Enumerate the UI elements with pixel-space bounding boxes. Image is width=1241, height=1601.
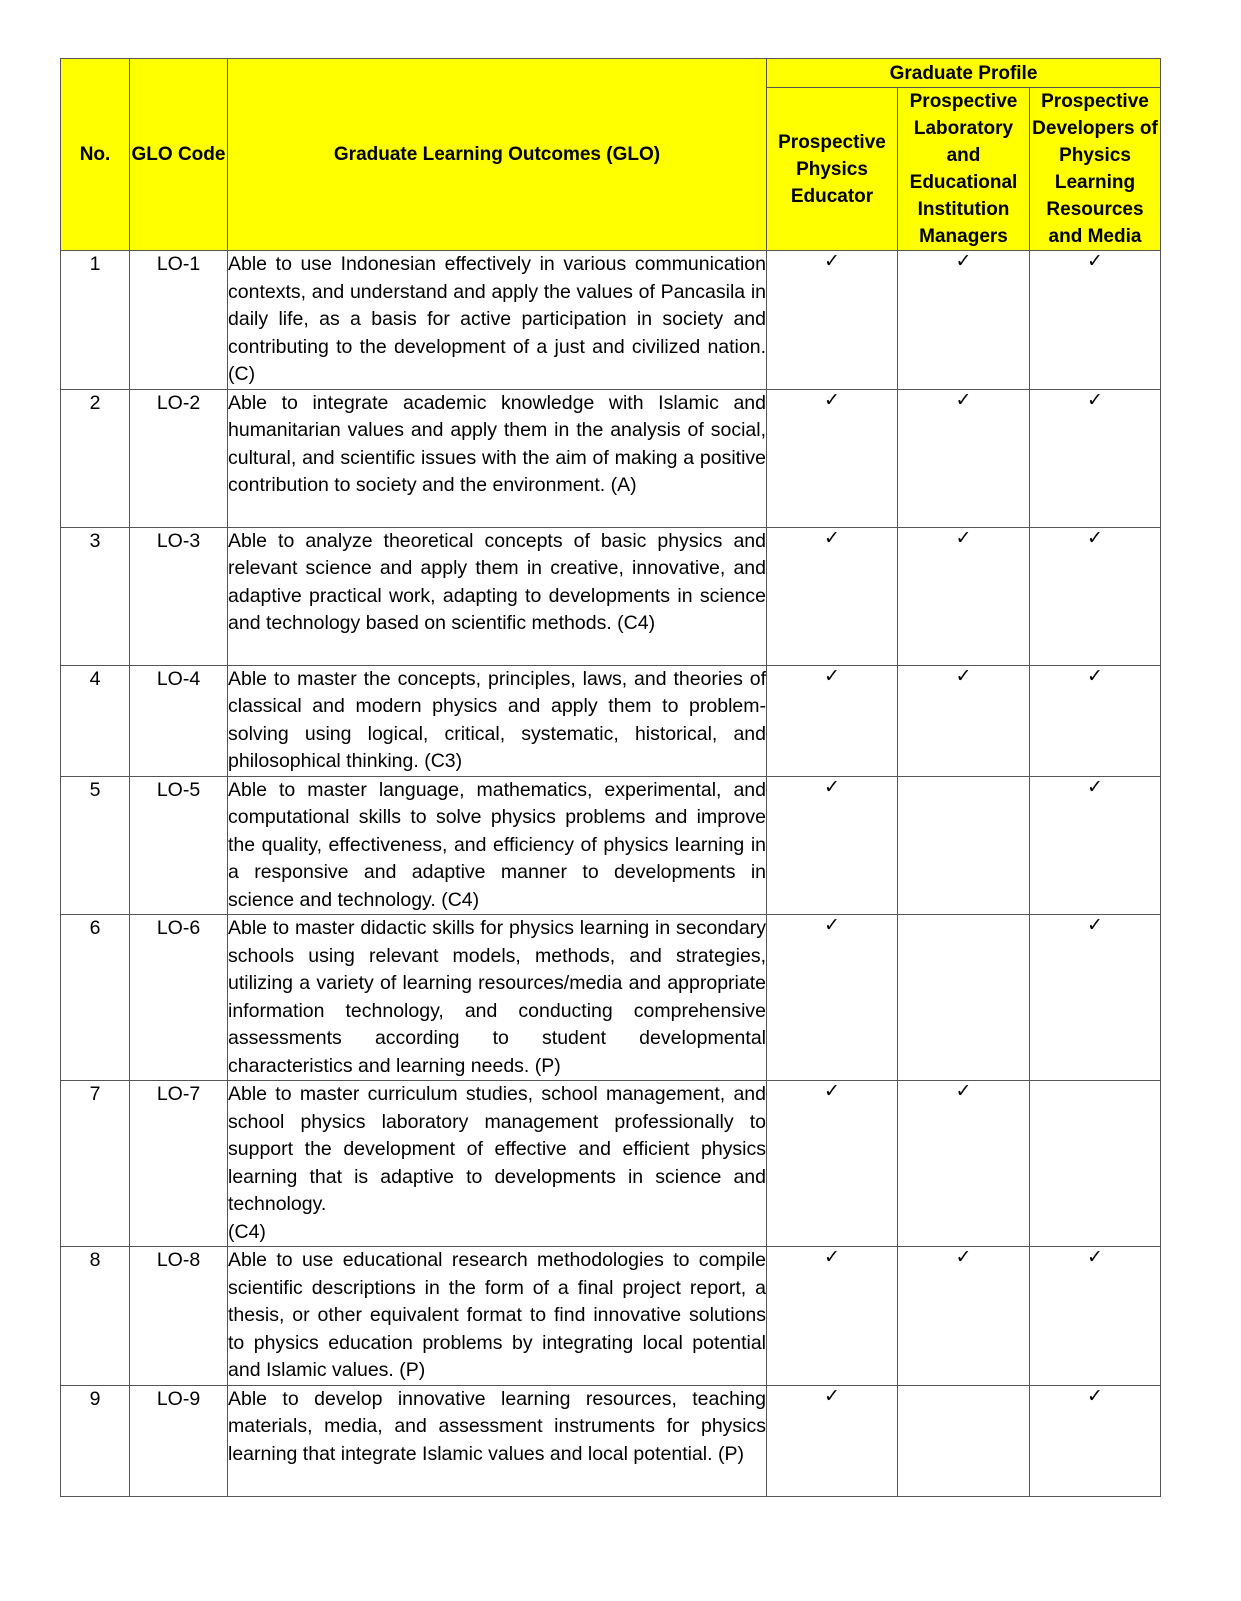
profile-check-cell <box>1030 1385 1161 1496</box>
row-glo-code: LO-9 <box>130 1385 228 1496</box>
check-mark-icon: ✓ <box>955 665 972 687</box>
check-mark-icon: ✓ <box>1087 1247 1103 1268</box>
check-mark-icon: ✓ <box>824 527 840 549</box>
check-mark-icon: ✓ <box>1087 389 1103 411</box>
table-row <box>61 251 1161 390</box>
row-glo-text: Able to master the concepts, principles, laws, and theories of classical and modern physics and apply them to problem-solving using logical, critical, systematic, historical, and philosophical thinking. (C3) <box>228 667 766 772</box>
row-glo-description <box>228 1247 767 1386</box>
row-number: 5 <box>61 776 130 915</box>
check-mark-icon: ✓ <box>824 665 840 687</box>
profile-check-cell <box>898 1247 1030 1386</box>
profile-check-cell <box>1030 1081 1161 1247</box>
profile-check-cell <box>1030 389 1161 527</box>
table-row <box>61 1247 1161 1386</box>
row-glo-description <box>228 915 767 1081</box>
table-row <box>61 527 1161 665</box>
table-row <box>61 1385 1161 1496</box>
profile-check-cell <box>767 665 898 776</box>
check-mark-icon: ✓ <box>1087 1385 1103 1407</box>
check-mark-icon: ✓ <box>824 915 840 936</box>
row-glo-code: LO-5 <box>130 776 228 915</box>
row-number: 1 <box>61 251 130 390</box>
profile-check-cell <box>767 251 898 390</box>
profile-check-cell <box>898 665 1030 776</box>
row-glo-code: LO-3 <box>130 527 228 665</box>
row-glo-text: Able to master didactic skills for physics learning in secondary schools using relevant models, methods, and strategies, utilizing a variety of learning resources/media and appropriate information technology, and conducting comprehensive assessments according to student developmental characteristics and learning needs. (P) <box>228 917 766 1077</box>
check-mark-icon: ✓ <box>824 251 840 272</box>
row-glo-description <box>228 251 767 390</box>
profile-check-cell <box>767 389 898 527</box>
profile-check-cell <box>898 527 1030 665</box>
table-row <box>61 1081 1161 1247</box>
row-glo-description <box>228 665 767 776</box>
row-glo-description <box>228 776 767 915</box>
row-glo-description <box>228 527 767 665</box>
profile-check-cell <box>1030 665 1161 776</box>
row-number: 2 <box>61 389 130 527</box>
table-row <box>61 389 1161 527</box>
header-glo: Graduate Learning Outcomes (GLO) <box>228 59 767 251</box>
check-mark-icon: ✓ <box>955 1247 972 1268</box>
table-body <box>61 251 1161 1497</box>
profile-check-cell <box>1030 915 1161 1081</box>
row-glo-description <box>228 1081 767 1247</box>
profile-check-cell <box>767 1081 898 1247</box>
check-mark-icon: ✓ <box>1087 915 1103 936</box>
row-glo-text: Able to use educational research methodologies to compile scientific descriptions in the form of a final project report, a thesis, or other equivalent format to find innovative solutions to physics education problems by integrating local potential and Islamic values. (P) <box>228 1249 766 1381</box>
check-mark-icon: ✓ <box>1087 665 1103 687</box>
row-glo-text: Able to master curriculum studies, school management, and school physics laboratory management professionally to support the development of effective and efficient physics learning that is adaptive to developments in science and technology. <box>228 1083 766 1215</box>
row-number: 4 <box>61 665 130 776</box>
header-graduate-profile: Graduate Profile <box>767 59 1161 88</box>
profile-check-cell <box>898 1081 1030 1247</box>
check-mark-icon: ✓ <box>955 389 972 411</box>
row-glo-text: Able to develop innovative learning resources, teaching materials, media, and assessment instruments for physics learning that integrate Islamic values and local potential. (P) <box>228 1387 766 1465</box>
profile-check-cell <box>898 389 1030 527</box>
row-glo-text: Able to master language, mathematics, experimental, and computational skills to solve physics problems and improve the quality, effectiveness, and efficiency of physics learning in a responsive and adaptive manner to developments in science and technology. (C4) <box>228 778 766 911</box>
check-mark-icon: ✓ <box>824 1081 840 1102</box>
table-row <box>61 665 1161 776</box>
table-row <box>61 776 1161 915</box>
row-number: 8 <box>61 1247 130 1386</box>
check-mark-icon: ✓ <box>824 776 840 798</box>
check-mark-icon: ✓ <box>824 1247 840 1268</box>
header-glo-code: GLO Code <box>130 59 228 251</box>
row-glo-text: Able to integrate academic knowledge with Islamic and humanitarian values and apply them in the analysis of social, cultural, and scientific issues with the aim of making a positive contribution to society and the environment. (A) <box>228 391 766 496</box>
header-profile-educator: Prospective Physics Educator <box>767 88 898 251</box>
header-profile-managers: Prospective Laboratory and Educational Institution Managers <box>898 88 1030 251</box>
check-mark-icon: ✓ <box>955 527 972 549</box>
row-glo-code: LO-6 <box>130 915 228 1081</box>
row-glo-code: LO-2 <box>130 389 228 527</box>
row-number: 3 <box>61 527 130 665</box>
row-number: 6 <box>61 915 130 1081</box>
row-glo-code: LO-7 <box>130 1081 228 1247</box>
glo-table <box>60 58 1161 1497</box>
check-mark-icon: ✓ <box>1087 251 1103 272</box>
row-glo-code: LO-8 <box>130 1247 228 1386</box>
check-mark-icon: ✓ <box>955 251 972 272</box>
profile-check-cell <box>767 915 898 1081</box>
check-mark-icon: ✓ <box>824 389 840 411</box>
row-glo-code: LO-1 <box>130 251 228 390</box>
row-glo-text: Able to analyze theoretical concepts of basic physics and relevant science and apply them in creative, innovative, and adaptive practical work, adapting to developments in science and technology based on scientific methods. (C4) <box>228 529 766 634</box>
profile-check-cell <box>1030 1247 1161 1386</box>
check-mark-icon: ✓ <box>1087 776 1103 798</box>
profile-check-cell <box>767 776 898 915</box>
check-mark-icon: ✓ <box>1087 527 1103 549</box>
profile-check-cell <box>767 527 898 665</box>
row-glo-text: Able to use Indonesian effectively in various communication contexts, and understand and apply the values of Pancasila in daily life, as a basis for active participation in society and contributing to the development of a just and civilized nation. (C) <box>228 253 766 385</box>
row-glo-code: LO-4 <box>130 665 228 776</box>
header-profile-developers: Prospective Developers of Physics Learning Resources and Media <box>1030 88 1161 251</box>
profile-check-cell <box>898 1385 1030 1496</box>
check-mark-icon: ✓ <box>955 1081 972 1102</box>
table-row <box>61 915 1161 1081</box>
row-glo-text-suffix: (C4) <box>228 1220 266 1243</box>
row-glo-description <box>228 389 767 527</box>
check-mark-icon: ✓ <box>824 1385 840 1407</box>
row-glo-description <box>228 1385 767 1496</box>
profile-check-cell <box>1030 251 1161 390</box>
row-number: 7 <box>61 1081 130 1247</box>
profile-check-cell <box>898 251 1030 390</box>
profile-check-cell <box>1030 527 1161 665</box>
profile-check-cell <box>898 776 1030 915</box>
profile-check-cell <box>1030 776 1161 915</box>
row-number: 9 <box>61 1385 130 1496</box>
profile-check-cell <box>767 1247 898 1386</box>
profile-check-cell <box>767 1385 898 1496</box>
profile-check-cell <box>898 915 1030 1081</box>
header-no: No. <box>61 59 130 251</box>
